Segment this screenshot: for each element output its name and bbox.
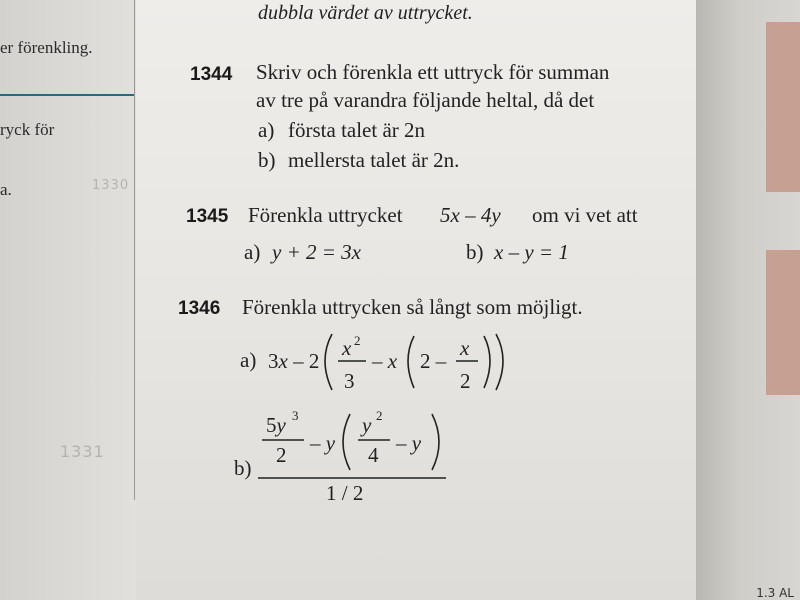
svg-text:3: 3 — [292, 408, 299, 423]
problem-number-1344: 1344 — [190, 64, 233, 85]
svg-text:2: 2 — [276, 443, 287, 467]
svg-text:y: y — [362, 413, 372, 437]
ghost-number-1330: 1330 — [92, 178, 130, 193]
problem-1344-item-b: mellersta talet är 2n. — [288, 148, 460, 172]
expression-1346-b — [258, 408, 446, 505]
svg-text:– y: – y — [396, 431, 422, 455]
problem-1344-line-2: av tre på varandra följande heltal, då det — [256, 88, 595, 112]
svg-text:4: 4 — [368, 443, 379, 467]
svg-text:2: 2 — [460, 369, 471, 393]
ghost-number-1331: 1331 — [60, 442, 105, 461]
svg-text:1 / 2: 1 / 2 — [326, 481, 364, 505]
problem-number-1346: 1346 — [178, 298, 221, 319]
svg-text:2 –: 2 – — [420, 349, 447, 373]
svg-text:– y: – y — [310, 431, 336, 455]
problem-1345-expression: 5x – 4y — [440, 203, 501, 227]
svg-text:x: x — [460, 336, 470, 360]
problem-1345-text: Förenkla uttrycket — [248, 203, 403, 227]
svg-text:2: 2 — [376, 408, 383, 423]
problem-1344-item-a-label: a) — [258, 118, 275, 142]
problem-1346-text: Förenkla uttrycken så långt som möjligt. — [242, 295, 583, 319]
svg-text:5y: 5y — [266, 413, 286, 437]
problem-1345-item-a-label: a) — [244, 240, 261, 264]
problem-1345-condition: om vi vet att — [532, 203, 638, 227]
top-fragment: dubbla värdet av uttrycket. — [258, 2, 473, 24]
left-fragment-3: a. — [0, 180, 12, 199]
svg-text:– x: – x — [372, 349, 398, 373]
svg-text:x: x — [342, 336, 352, 360]
svg-text:3x – 2: 3x – 2 — [268, 349, 320, 373]
problem-1346-item-a-label: a) — [240, 348, 257, 372]
problem-1346-item-b-label: b) — [234, 456, 252, 480]
problem-1344-item-a: första talet är 2n — [288, 118, 426, 142]
problem-number-1345: 1345 — [186, 206, 229, 227]
problem-1344-line-1: Skriv och förenkla ett uttryck för summan — [256, 60, 610, 84]
svg-text:3: 3 — [344, 369, 355, 393]
problem-1344-item-b-label: b) — [258, 148, 276, 172]
svg-text:2: 2 — [354, 333, 361, 348]
problem-1345-item-b-label: b) — [466, 240, 484, 264]
left-fragment-1: er förenkling. — [0, 38, 93, 57]
left-fragment-2: ryck för — [0, 120, 55, 139]
edge-label: 1.3 AL — [756, 586, 794, 600]
problem-1345-item-b: x – y = 1 — [494, 240, 569, 264]
problem-1345-item-a: y + 2 = 3x — [272, 240, 361, 264]
expression-1346-a — [268, 333, 503, 393]
